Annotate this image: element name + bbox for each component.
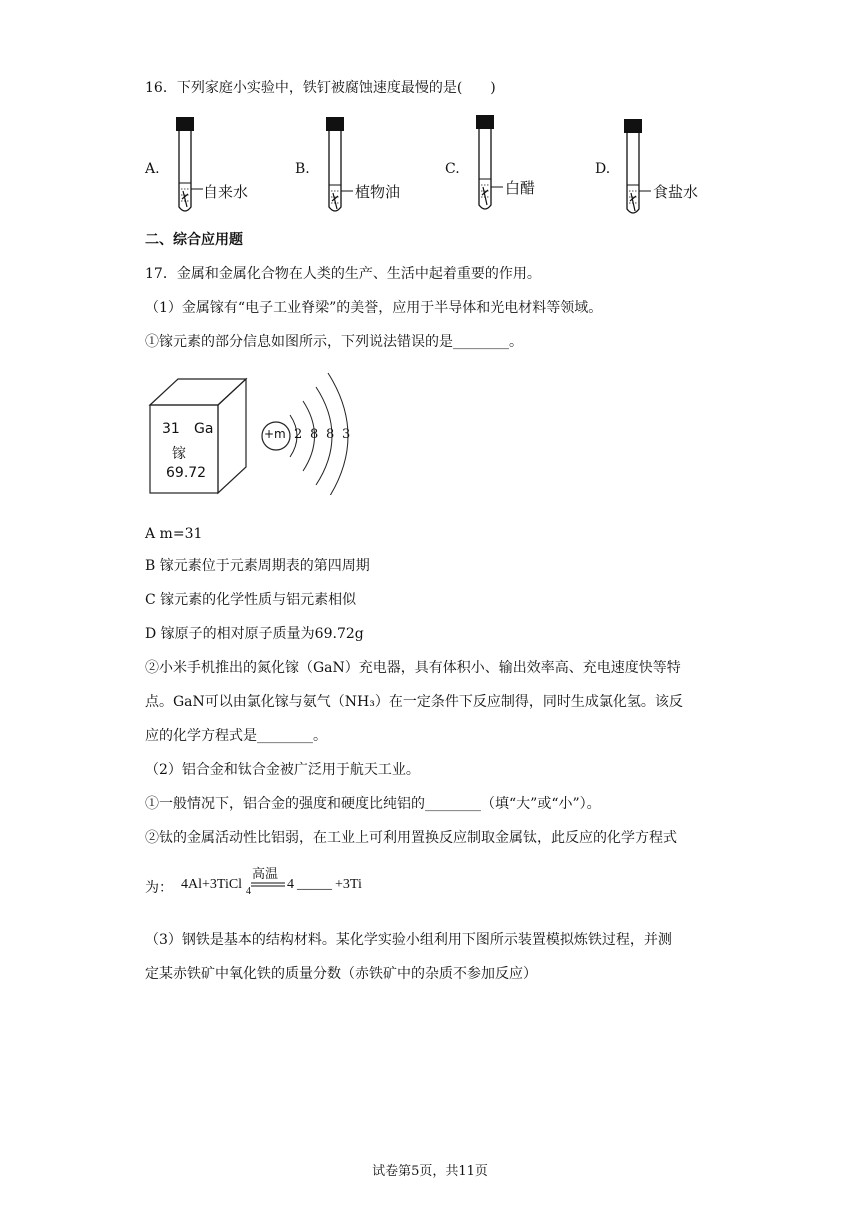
q17-sub1: ①镓元素的部分信息如图所示，下列说法错误的是________。 <box>145 334 523 350</box>
q17-choice-c: C 镓元素的化学性质与铝元素相似 <box>145 592 357 608</box>
test-tube-icon <box>145 115 275 225</box>
test-tube-icon <box>445 115 575 225</box>
test-tube-icon <box>295 115 425 225</box>
q16-stem: 16．下列家庭小实验中，铁钉被腐蚀速度最慢的是( ) <box>145 80 496 96</box>
option-label: 自来水 <box>203 183 249 201</box>
q17-choice-d: D 镓原子的相对原子质量为69.72g <box>145 626 364 642</box>
shell-count: 2 <box>294 427 303 442</box>
option-label: 白醋 <box>505 179 536 197</box>
nucleus-label: +m <box>264 427 286 441</box>
q16-option-c <box>445 115 575 225</box>
q17-sub2-line: 点。GaN可以由氯化镓与氨气（NH₃）在一定条件下反应制得，同时生成氯化氢。该反 <box>145 694 683 710</box>
atomic-number: 31 <box>162 421 180 437</box>
test-tube-icon <box>595 115 725 225</box>
shell-count: 3 <box>342 427 351 442</box>
gallium-figure <box>148 365 378 495</box>
q17-part2-intro: （2）铝合金和钛合金被广泛用于航天工业。 <box>145 762 420 778</box>
equation-right-coefficient: 4 <box>287 877 294 892</box>
option-label: 食盐水 <box>653 183 699 201</box>
q16-option-b <box>295 115 425 225</box>
equation-left-subscript: 4 <box>246 886 251 897</box>
q17-stem: 17．金属和金属化合物在人类的生产、生活中起着重要的作用。 <box>145 266 541 282</box>
equation-left: 4Al+3TiCl <box>181 877 243 892</box>
element-name: 镓 <box>172 446 186 462</box>
atomic-mass: 69.72 <box>166 465 207 481</box>
option-label: 植物油 <box>355 183 401 201</box>
q16-option-d <box>595 115 735 225</box>
q17-part3-line: 定某赤铁矿中氧化铁的质量分数（赤铁矿中的杂质不参加反应） <box>145 966 537 982</box>
q17-part2-sub2: ②钛的金属活动性比铝弱，在工业上可利用置换反应制取金属钛，此反应的化学方程式 <box>145 830 677 846</box>
titanium-equation <box>145 865 645 905</box>
q17-part3-line: （3）钢铁是基本的结构材料。某化学实验小组利用下图所示装置模拟炼铁过程，并测 <box>145 932 672 948</box>
q17-part1-intro: （1）金属镓有“电子工业脊梁”的美誉，应用于半导体和光电材料等领域。 <box>145 300 603 316</box>
q17-part2-sub1: ①一般情况下，铝合金的强度和硬度比纯铝的________（填“大”或“小”）。 <box>145 796 601 812</box>
shell-count: 8 <box>310 427 319 442</box>
q16-option-a <box>145 115 275 225</box>
option-letter: C. <box>445 161 460 177</box>
q17-choice-a: A m=31 <box>145 526 203 542</box>
option-letter: D. <box>595 161 611 177</box>
equation-right: +3Ti <box>335 877 362 892</box>
element-symbol: Ga <box>194 421 214 437</box>
equals-sign-icon <box>251 882 285 888</box>
section-heading: 二、综合应用题 <box>145 232 243 248</box>
q17-sub2-line: 应的化学方程式是________。 <box>145 728 327 744</box>
equation-prefix: 为： <box>145 880 173 896</box>
page-footer: 试卷第5页，共11页 <box>372 1164 488 1179</box>
shell-count: 8 <box>326 427 335 442</box>
reaction-condition: 高温 <box>252 867 279 882</box>
answer-blank: _____ <box>297 877 332 892</box>
option-letter: A. <box>145 161 160 177</box>
option-letter: B. <box>295 161 310 177</box>
q17-sub2-line: ②小米手机推出的氮化镓（GaN）充电器，具有体积小、输出效率高、充电速度快等特 <box>145 660 681 676</box>
q17-choice-b: B 镓元素位于元素周期表的第四周期 <box>145 558 370 574</box>
